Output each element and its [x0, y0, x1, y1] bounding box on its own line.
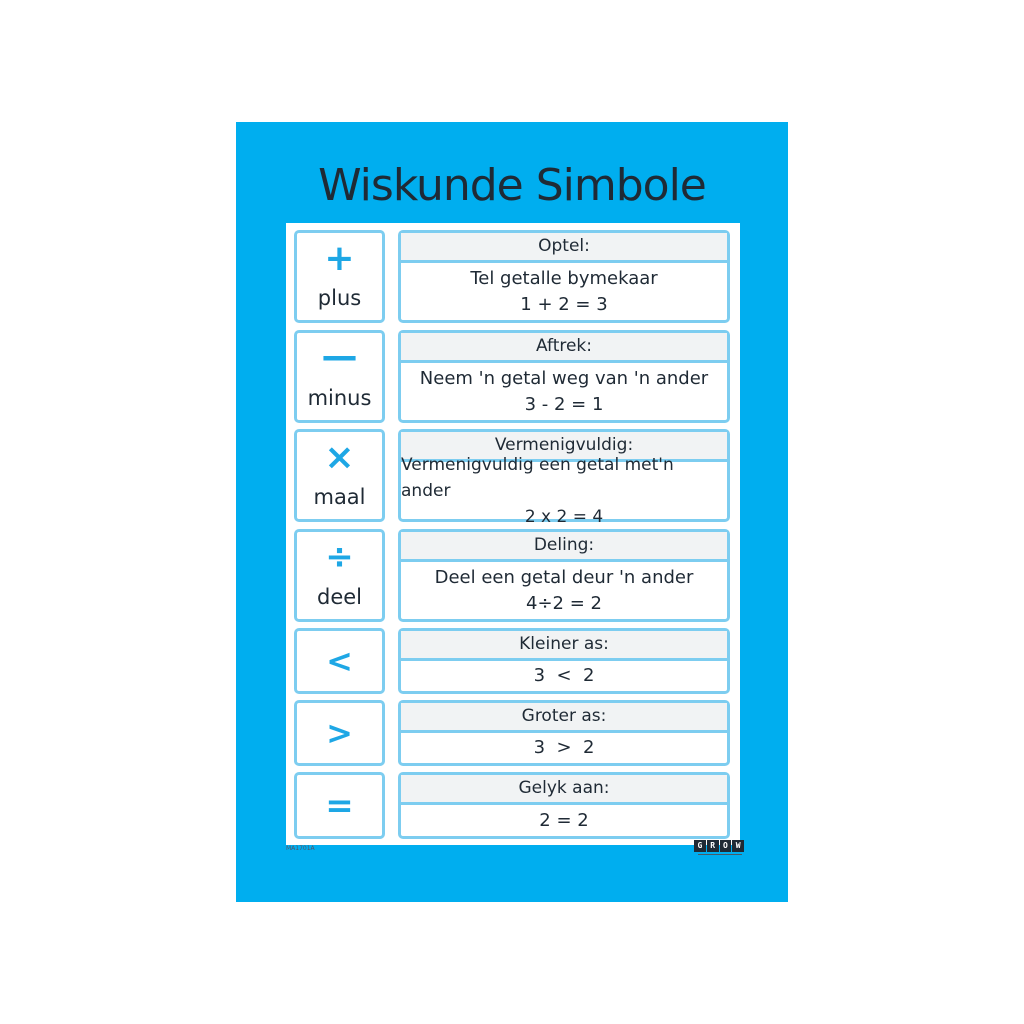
card-heading: Deling:: [401, 532, 727, 562]
row-greater-than: [294, 700, 730, 766]
card-body: [401, 454, 727, 527]
logo-underline: [698, 854, 742, 859]
card-body: [401, 661, 727, 691]
description-card: [398, 529, 730, 622]
symbol-word: plus: [317, 286, 362, 310]
card-heading: Groter as:: [401, 703, 727, 733]
card-line: Deel een getal deur 'n ander: [434, 566, 694, 588]
card-heading: Optel:: [401, 233, 727, 263]
row-divide: [294, 529, 730, 622]
divide-symbol: ÷: [325, 537, 354, 577]
grow-logo: [694, 840, 744, 852]
card-example: 2 = 2: [539, 809, 589, 831]
logo-letter: O: [720, 840, 732, 852]
card-body: [401, 733, 727, 763]
times-symbol: ×: [324, 437, 355, 478]
row-plus: [294, 230, 730, 323]
card-body: [401, 363, 727, 420]
card-body: [401, 562, 727, 619]
description-card: [398, 230, 730, 323]
plus-symbol: +: [324, 238, 355, 279]
card-heading: Aftrek:: [401, 333, 727, 363]
card-example: 3 < 2: [533, 665, 595, 686]
card-line: Neem 'n getal weg van 'n ander: [419, 367, 709, 389]
symbol-word: minus: [307, 386, 372, 410]
card-example: 3 - 2 = 1: [524, 393, 604, 415]
minus-symbol: —: [321, 336, 358, 377]
product-code: MA1701A: [286, 845, 315, 852]
symbol-word: deel: [316, 585, 362, 609]
logo-letter: G: [694, 840, 706, 852]
less-than-symbol: <: [326, 642, 353, 680]
card-body: [401, 263, 727, 320]
symbol-tile: [294, 628, 385, 694]
logo-letter: R: [707, 840, 719, 852]
card-heading: Kleiner as:: [401, 631, 727, 661]
card-line: Tel getalle bymekaar: [470, 267, 658, 289]
row-minus: [294, 330, 730, 423]
symbol-tile: [294, 529, 385, 622]
description-card: [398, 330, 730, 423]
row-less-than: [294, 628, 730, 694]
card-body: [401, 805, 727, 836]
card-example: 1 + 2 = 3: [520, 293, 608, 315]
symbol-table: [286, 223, 740, 845]
description-card: [398, 700, 730, 766]
card-line: Vermenigvuldig een getal met'n ander: [401, 454, 674, 501]
symbol-tile: [294, 429, 385, 522]
description-card: [398, 628, 730, 694]
logo-letter: W: [732, 840, 744, 852]
poster-title: Wiskunde Simbole: [318, 160, 706, 211]
symbol-tile: [294, 700, 385, 766]
card-example: 3 > 2: [533, 737, 595, 758]
description-card: [398, 772, 730, 839]
symbol-tile: [294, 772, 385, 839]
poster: [236, 122, 788, 902]
row-equals: [294, 772, 730, 839]
description-card: [398, 429, 730, 527]
symbol-word: maal: [313, 485, 366, 509]
row-times: [294, 429, 730, 527]
greater-than-symbol: >: [326, 714, 353, 752]
card-example: 4÷2 = 2: [526, 592, 602, 614]
card-heading: Gelyk aan:: [401, 775, 727, 805]
equals-symbol: =: [325, 786, 354, 826]
card-example: 2 x 2 = 4: [524, 506, 604, 527]
card-heading: Vermenigvuldig:: [401, 432, 727, 462]
symbol-tile: [294, 230, 385, 323]
symbol-tile: [294, 330, 385, 423]
